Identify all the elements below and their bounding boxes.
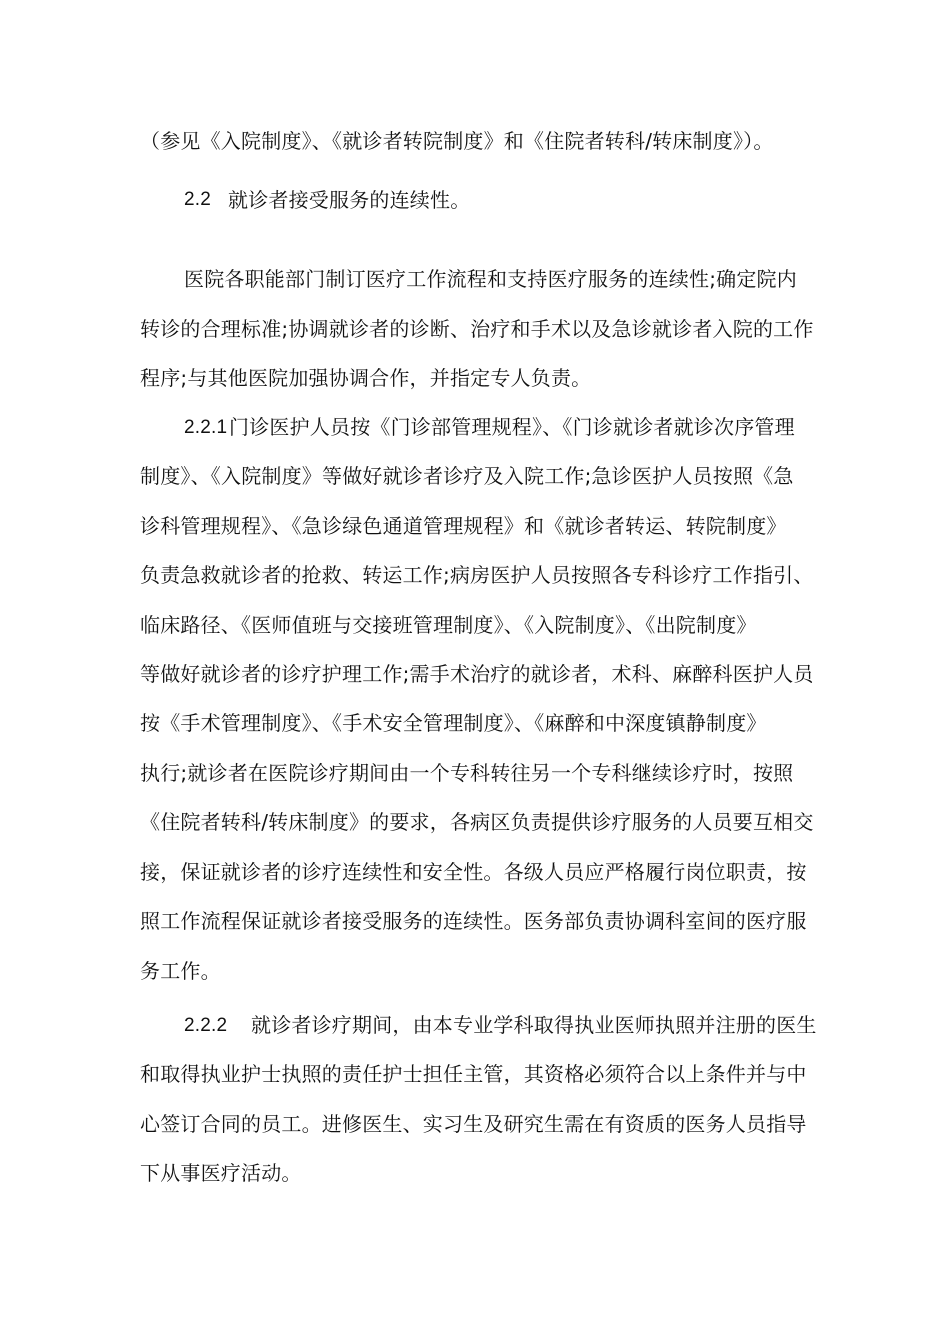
- section-2-2-1-line-7: 按《手术管理制度》、《手术安全管理制度》、《麻醉和中深度镇静制度》: [140, 711, 767, 735]
- paragraph-line-3: 程序;与其他医院加强协调合作，并指定专人负责。: [140, 366, 592, 390]
- section-2-2-1-line-11: 照工作流程保证就诊者接受服务的连续性。医务部负责协调科室间的医疗服: [140, 909, 807, 933]
- section-2-2-2-line-1: 就诊者诊疗期间，由本专业学科取得执业医师执照并注册的医生: [251, 1013, 817, 1037]
- section-2-2-1-line-9: 《住院者转科/转床制度》的要求，各病区负责提供诊疗服务的人员要互相交: [140, 810, 814, 834]
- section-2-2-1-line-3: 诊科管理规程》、《急诊绿色通道管理规程》和《就诊者转运、转院制度》: [140, 514, 787, 538]
- section-2-2-1-line-10: 接，保证就诊者的诊疗连续性和安全性。各级人员应严格履行岗位职责，按: [140, 860, 807, 884]
- section-heading-2-2: 就诊者接受服务的连续性。: [228, 188, 471, 212]
- section-2-2-1-line-6: 等做好就诊者的诊疗护理工作;需手术治疗的就诊者，术科、麻醉科医护人员: [140, 662, 814, 686]
- section-2-2-2-line-4: 下从事医疗活动。: [140, 1161, 302, 1185]
- section-2-2-1-line-1: 门诊医护人员按《门诊部管理规程》、《门诊就诊者就诊次序管理: [229, 415, 795, 439]
- section-2-2-1-line-5: 临床路径、《医师值班与交接班管理制度》、《入院制度》、《出院制度》: [140, 613, 757, 637]
- section-number-2-2-1: 2.2.1: [184, 417, 228, 438]
- paragraph-line-1: 医院各职能部门制订医疗工作流程和支持医疗服务的连续性;确定院内: [184, 267, 797, 291]
- section-2-2-1-line-2: 制度》、《入院制度》等做好就诊者诊疗及入院工作;急诊医护人员按照《急: [140, 464, 794, 488]
- section-2-2-2-line-3: 心签订合同的员工。进修医生、实习生及研究生需在有资质的医务人员指导: [140, 1112, 807, 1136]
- section-2-2-1-line-8: 执行;就诊者在医院诊疗期间由一个专科转往另一个专科继续诊疗时，按照: [140, 761, 794, 785]
- section-number-2-2-2: 2.2.2: [184, 1015, 228, 1036]
- text-line-1: （参见《入院制度》、《就诊者转院制度》和《住院者转科/转床制度》）。: [140, 129, 774, 153]
- section-2-2-1-line-4: 负责急救就诊者的抢救、转运工作;病房医护人员按照各专科诊疗工作指引、: [140, 563, 814, 587]
- paragraph-line-2: 转诊的合理标准;协调就诊者的诊断、治疗和手术以及急诊就诊者入院的工作: [140, 317, 814, 341]
- section-2-2-1-line-12: 务工作。: [140, 959, 221, 983]
- section-2-2-2-line-2: 和取得执业护士执照的责任护士担任主管，其资格必须符合以上条件并与中: [140, 1062, 807, 1086]
- section-number-2-2: 2.2: [184, 189, 212, 210]
